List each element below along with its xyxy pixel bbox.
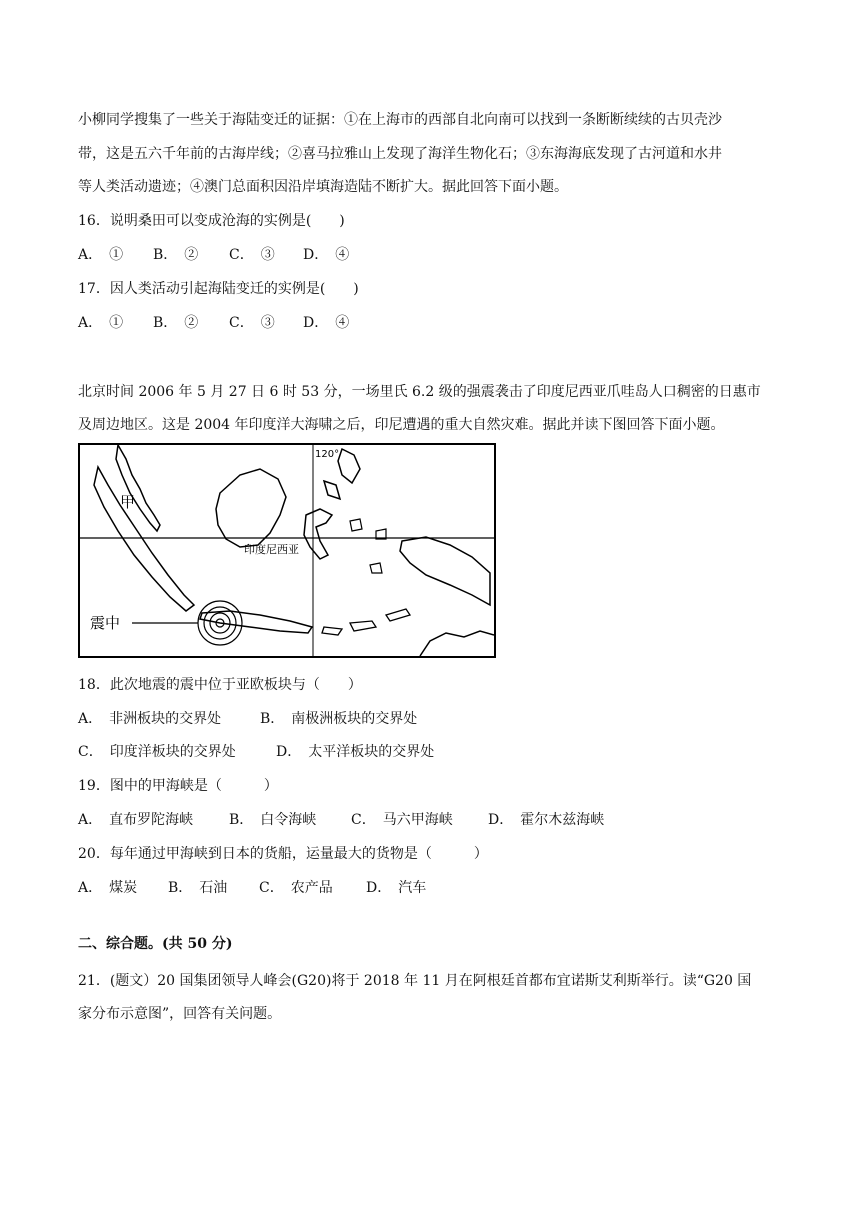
epicenter-label: 震中 — [90, 614, 121, 632]
question-18-option-a: A． 非洲板块的交界处 — [78, 711, 222, 727]
question-21-line-1: 21．(题文）20 国集团领导人峰会(G20)将于 2018 年 11 月在阿根廷首都布宜诺斯艾利斯举行。读“G20 国 — [78, 973, 752, 989]
borneo-island — [216, 469, 286, 547]
question-20-option-b: B． 石油 — [168, 880, 228, 896]
question-17-option-a: A． ① — [78, 315, 124, 331]
australia-coast — [420, 631, 494, 656]
lesser-sunda-islands — [322, 609, 410, 635]
malay-peninsula — [116, 445, 160, 531]
passage-2-line-2: 及周边地区。这是 2004 年印度洋大海啸之后，印尼遭遇的重大自然灾难。据此并读下图回答下面小题。 — [78, 417, 725, 433]
strait-jia-label: 甲 — [120, 493, 136, 511]
sulawesi-island — [304, 509, 332, 559]
question-16-option-b: B． ② — [153, 247, 199, 263]
question-19-option-b: B． 白令海峡 — [229, 812, 317, 828]
question-16-stem: 16．说明桑田可以变成沧海的实例是( ) — [78, 213, 345, 229]
question-18-option-c: C． 印度洋板块的交界处 — [78, 744, 236, 760]
question-18-option-b: B． 南极洲板块的交界处 — [260, 711, 418, 727]
question-16-option-d: D． ④ — [303, 247, 350, 263]
question-17-option-b: B． ② — [153, 315, 199, 331]
section-2-title: 二、综合题。(共 50 分) — [78, 936, 233, 952]
question-20-stem: 20．每年通过甲海峡到日本的货船，运量最大的货物是（ ） — [78, 846, 488, 862]
question-16-option-c: C． ③ — [229, 247, 275, 263]
question-20-option-c: C． 农产品 — [259, 880, 333, 896]
question-19-option-a: A． 直布罗陀海峡 — [78, 812, 194, 828]
question-19-stem: 19．图中的甲海峡是（ ） — [78, 778, 278, 794]
passage-1-line-1: 小柳同学搜集了一些关于海陆变迁的证据：①在上海市的西部自北向南可以找到一条断断续续的古贝壳沙 — [78, 112, 722, 128]
passage-1-line-3: 等人类活动遗迹；④澳门总面积因沿岸填海造陆不断扩大。据此回答下面小题。 — [78, 179, 568, 195]
question-21-line-2: 家分布示意图”，回答有关问题。 — [78, 1006, 282, 1022]
sumatra-island — [94, 467, 194, 611]
question-17-option-d: D． ④ — [303, 315, 350, 331]
question-18-stem: 18．此次地震的震中位于亚欧板块与（ ） — [78, 677, 362, 693]
question-16-option-a: A． ① — [78, 247, 124, 263]
question-20-option-a: A． 煤炭 — [78, 880, 138, 896]
indonesia-earthquake-map — [78, 443, 496, 658]
new-guinea-island — [400, 537, 490, 605]
question-18-option-d: D． 太平洋板块的交界处 — [276, 744, 435, 760]
meridian-120-label: 120° — [315, 449, 340, 460]
question-17-stem: 17．因人类活动引起海陆变迁的实例是( ) — [78, 281, 359, 297]
java-island — [200, 611, 312, 633]
passage-2-line-1: 北京时间 2006 年 5 月 27 日 6 时 53 分，一场里氏 6.2 级的强震袭击了印度尼西亚爪哇岛人口稠密的日惠市 — [78, 384, 761, 400]
passage-1-line-2: 带，这是五六千年前的古海岸线；②喜马拉雅山上发现了海洋生物化石；③东海海底发现了古河道和水井 — [78, 146, 722, 162]
question-19-option-d: D． 霍尔木兹海峡 — [488, 812, 605, 828]
question-19-option-c: C． 马六甲海峡 — [351, 812, 453, 828]
question-17-option-c: C． ③ — [229, 315, 275, 331]
question-20-option-d: D． 汽车 — [366, 880, 427, 896]
moluccas-islands — [350, 519, 386, 573]
indonesia-label: 印度尼西亚 — [244, 543, 299, 556]
map-drawing — [80, 445, 494, 656]
